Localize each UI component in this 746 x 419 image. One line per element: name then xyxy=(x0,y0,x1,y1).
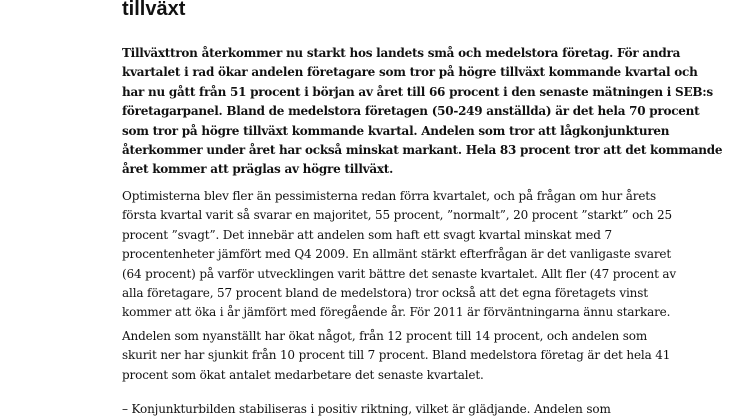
text-line: alla företagare, 57 procent bland de medelstora) tror också att det egna företagets vinst xyxy=(122,286,648,301)
text-line: kommer att öka i år jämfört med föregående år. För 2011 är förväntningarna ännu starkare. xyxy=(122,305,671,320)
text-line: procent som ökat antalet medarbetare det senaste kvartalet. xyxy=(122,367,484,382)
text-line: (64 procent) på varför utvecklingen varit bättre det senaste kvartalet. Allt fler (47 procent av xyxy=(122,266,677,281)
text-line: första kvartal varit så svarar en majoritet, 55 procent, ”normalt”, 20 procent ”starkt” och 25 xyxy=(122,208,672,223)
text-line: har nu gått från 51 procent i början av året till 66 procent i den senaste mätningen i SEB:s xyxy=(122,84,713,99)
text-line: som tror på högre tillväxt kommande kvartal. Andelen som tror att lågkonjunkturen xyxy=(122,123,670,138)
body-paragraph xyxy=(122,327,671,385)
body-paragraph xyxy=(122,187,677,323)
text-line: året kommer att präglas av högre tillväxt. xyxy=(122,162,394,177)
lead-paragraph xyxy=(122,44,723,180)
body-paragraph xyxy=(122,400,642,419)
text-line: procentenheter jämfört med Q4 2009. En allmänt stärkt efterfrågan är det vanligaste svaret xyxy=(122,247,672,262)
text-line: – Konjunkturbilden stabiliseras i positiv riktning, vilket är glädjande. Andelen som xyxy=(122,402,611,416)
text-line: Optimisterna blev fler än pessimisterna redan förra kvartalet, och på frågan om hur årets xyxy=(122,189,656,203)
text-line: återkommer under året har också minskat markant. Hela 83 procent tror att det kommande xyxy=(122,143,723,158)
text-line: kvartalet i rad ökar andelen företagare som tror på högre tillväxt kommande kvartal och xyxy=(122,65,698,80)
text-line: företagarpanel. Bland de medelstora företagen (50-249 anställda) är det hela 70 procent xyxy=(122,104,700,119)
text-line: Tillväxttron återkommer nu starkt hos landets små och medelstora företag. För andra xyxy=(122,46,681,60)
text-line: Andelen som nyanställt har ökat något, från 12 procent till 14 procent, och andelen som xyxy=(122,329,648,343)
page-heading: tillväxt xyxy=(122,0,186,20)
text-line: procent ”svagt”. Det innebär att andelen som haft ett svagt kvartal minskat med 7 xyxy=(122,227,612,242)
text-line: skurit ner har sjunkit från 10 procent till 7 procent. Bland medelstora företag är det hela 41 xyxy=(122,348,671,363)
